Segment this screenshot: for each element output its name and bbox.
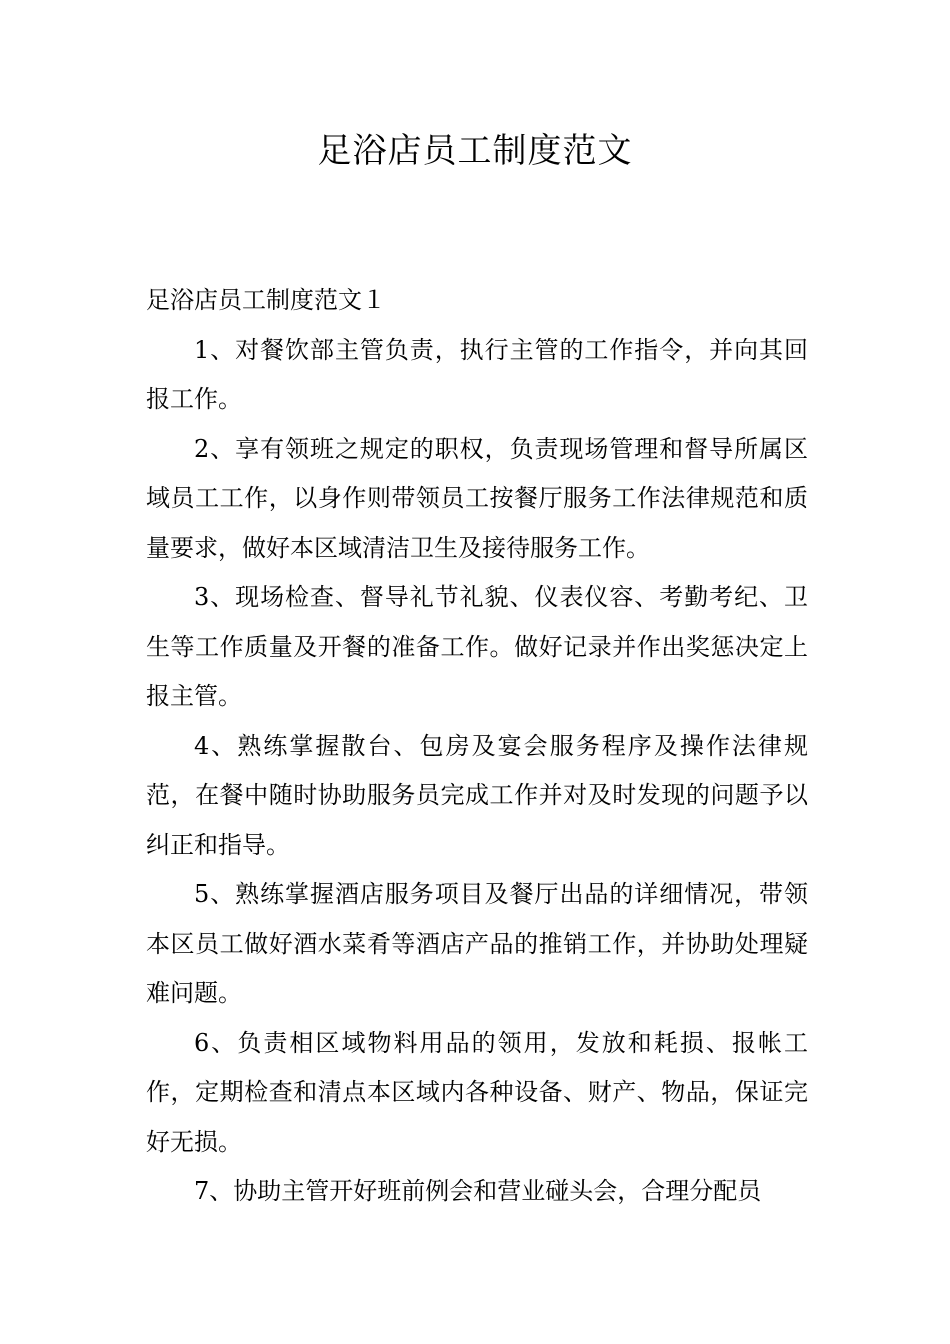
paragraph-7: 7、协助主管开好班前例会和营业碰头会，合理分配员 xyxy=(194,1177,762,1205)
paragraph-3: 3、现场检查、督导礼节礼貌、仪表仪容、考勤考纪、卫生等工作质量及开餐的准备工作。做好记录并作出奖惩决定上报主管。 xyxy=(146,583,808,710)
section-heading: 足浴店员工制度范文１ xyxy=(146,286,386,314)
document-title: 足浴店员工制度范文 xyxy=(317,131,633,171)
paragraph-6: 6、负责相区域物料用品的领用，发放和耗损、报帐工作，定期检查和清点本区域内各种设备、财产、物品，保证完好无损。 xyxy=(146,1028,808,1156)
paragraph-1: 1、对餐饮部主管负责，执行主管的工作指令，并向其回报工作。 xyxy=(146,335,808,413)
document-body xyxy=(146,276,808,1217)
paragraph-5: 5、熟练掌握酒店服务项目及餐厅出品的详细情况，带领本区员工做好酒水菜肴等酒店产品的推销工作，并协助处理疑难问题。 xyxy=(146,880,808,1007)
paragraph-2: 2、享有领班之规定的职权，负责现场管理和督导所属区域员工工作，以身作则带领员工按餐厅服务工作法律规范和质量要求，做好本区域清洁卫生及接待服务工作。 xyxy=(146,434,808,562)
paragraph-4: 4、熟练掌握散台、包房及宴会服务程序及操作法律规范，在餐中随时协助服务员完成工作并对及时发现的问题予以纠正和指导。 xyxy=(146,731,808,859)
